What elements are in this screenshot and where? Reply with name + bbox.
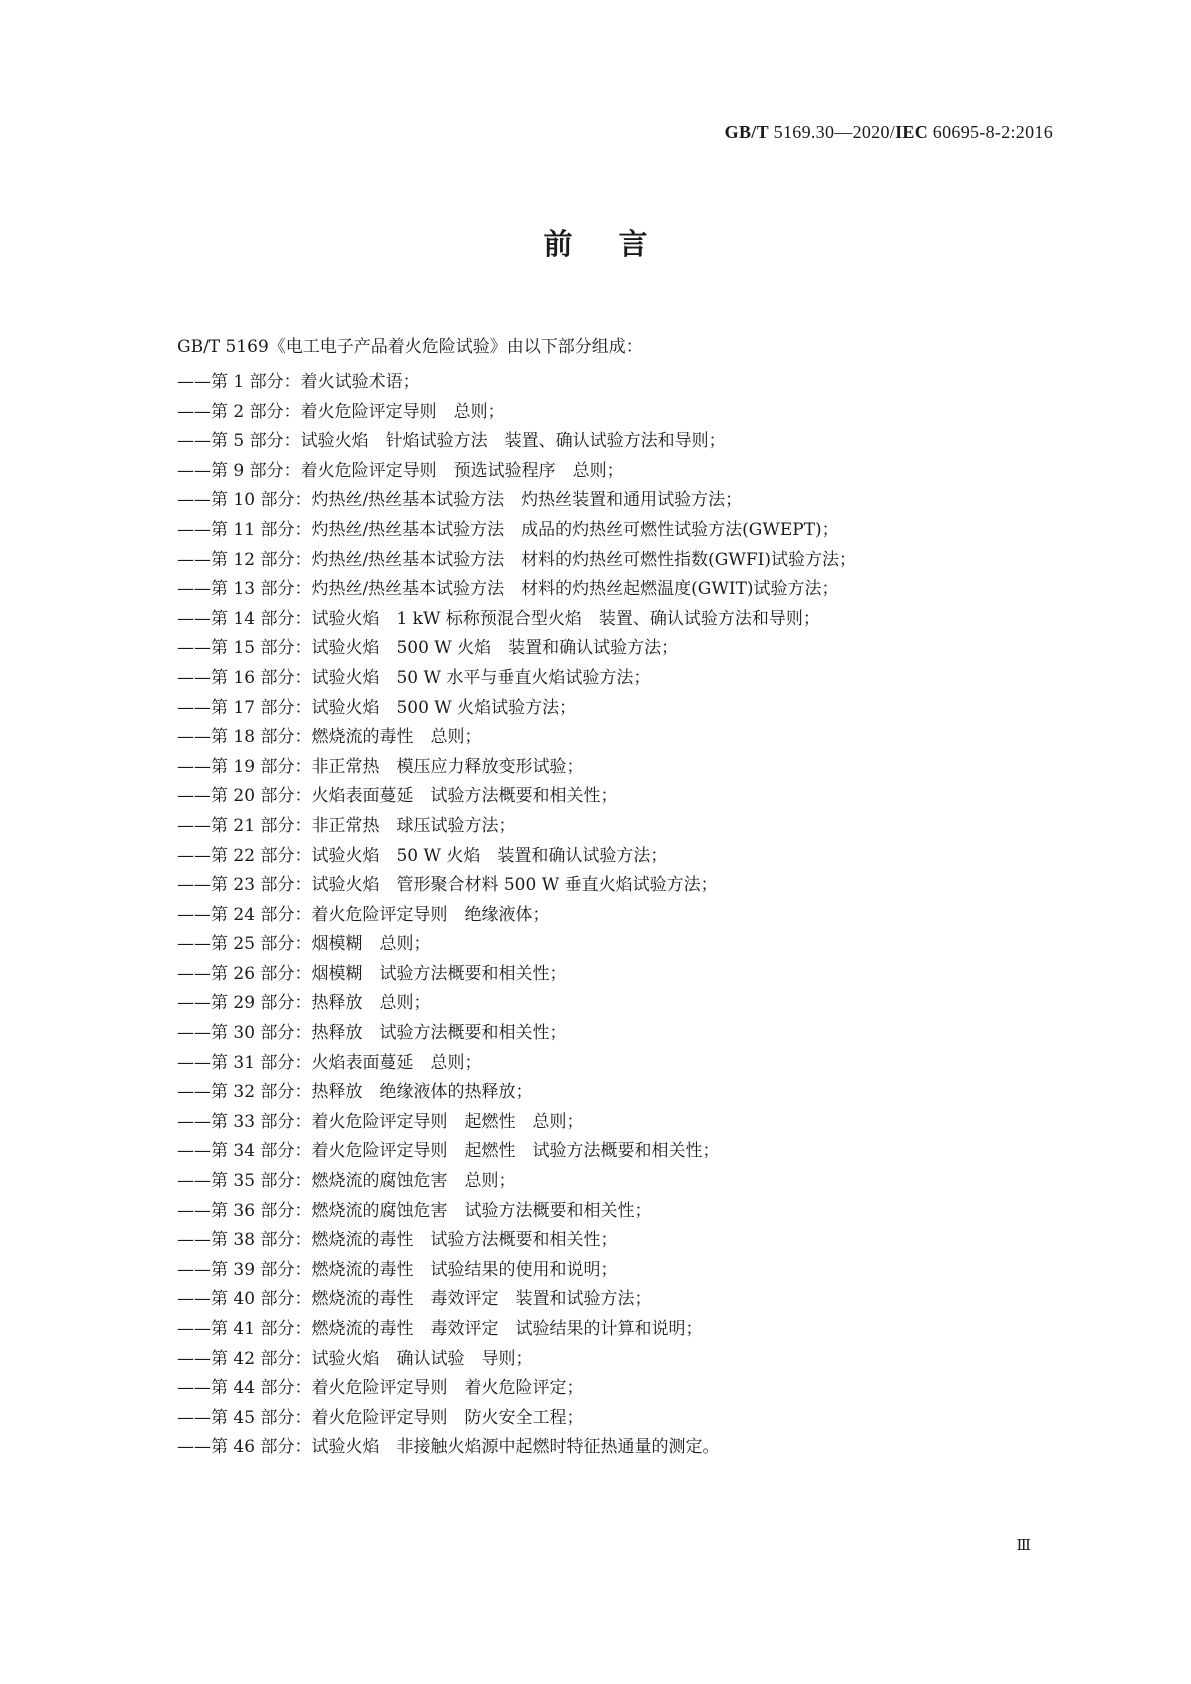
list-item: ——第 45 部分：着火危险评定导则 防火安全工程； — [177, 1407, 584, 1428]
intro-paragraph: GB/T 5169《电工电子产品着火危险试验》由以下部分组成： — [177, 337, 643, 357]
list-item: ——第 17 部分：试验火焰 500 W 火焰试验方法； — [177, 697, 577, 718]
list-item: ——第 36 部分：燃烧流的腐蚀危害 试验方法概要和相关性； — [177, 1200, 652, 1221]
list-item: ——第 12 部分：灼热丝/热丝基本试验方法 材料的灼热丝可燃性指数(GWFI)试验方法； — [177, 549, 856, 570]
page-number: Ⅲ — [1016, 1538, 1031, 1554]
standard-number: 5169.30—2020/ — [768, 122, 896, 142]
standard-code-prefix: GB/T — [724, 122, 769, 142]
iec-code-prefix: IEC — [895, 122, 928, 142]
list-item: ——第 25 部分：烟模糊 总则； — [177, 934, 431, 955]
list-item: ——第 29 部分：热释放 总则； — [177, 993, 431, 1014]
iec-number: 60695-8-2:2016 — [928, 122, 1053, 142]
list-item: ——第 40 部分：燃烧流的毒性 毒效评定 装置和试验方法； — [177, 1289, 652, 1310]
list-item: ——第 2 部分：着火危险评定导则 总则； — [177, 401, 505, 422]
list-item: ——第 26 部分：烟模糊 试验方法概要和相关性； — [177, 963, 567, 984]
list-item: ——第 5 部分：试验火焰 针焰试验方法 装置、确认试验方法和导则； — [177, 431, 726, 452]
list-item: ——第 10 部分：灼热丝/热丝基本试验方法 灼热丝装置和通用试验方法； — [177, 490, 743, 511]
list-item: ——第 32 部分：热释放 绝缘液体的热释放； — [177, 1082, 533, 1103]
list-item: ——第 38 部分：燃烧流的毒性 试验方法概要和相关性； — [177, 1230, 618, 1251]
list-item: ——第 23 部分：试验火焰 管形聚合材料 500 W 垂直火焰试验方法； — [177, 875, 718, 896]
standard-number-header — [725, 122, 1053, 143]
list-item: ——第 13 部分：灼热丝/热丝基本试验方法 材料的灼热丝起燃温度(GWIT)试验方法； — [177, 579, 839, 600]
page-title: 前言 — [543, 227, 694, 261]
list-item: ——第 20 部分：火焰表面蔓延 试验方法概要和相关性； — [177, 786, 618, 807]
list-item: ——第 44 部分：着火危险评定导则 着火危险评定； — [177, 1378, 584, 1399]
list-item: ——第 35 部分：燃烧流的腐蚀危害 总则； — [177, 1171, 516, 1192]
list-item: ——第 30 部分：热释放 试验方法概要和相关性； — [177, 1023, 567, 1044]
list-item: ——第 9 部分：着火危险评定导则 预选试验程序 总则； — [177, 460, 624, 481]
list-item: ——第 22 部分：试验火焰 50 W 火焰 装置和确认试验方法； — [177, 845, 668, 866]
list-item: ——第 21 部分：非正常热 球压试验方法； — [177, 815, 516, 836]
list-item: ——第 15 部分：试验火焰 500 W 火焰 装置和确认试验方法； — [177, 638, 679, 659]
list-item: ——第 33 部分：着火危险评定导则 起燃性 总则； — [177, 1111, 584, 1132]
list-item: ——第 46 部分：试验火焰 非接触火焰源中起燃时特征热通量的测定。 — [177, 1437, 720, 1458]
list-item: ——第 41 部分：燃烧流的毒性 毒效评定 试验结果的计算和说明； — [177, 1319, 703, 1339]
parts-list — [177, 368, 856, 1463]
list-item: ——第 14 部分：试验火焰 1 kW 标称预混合型火焰 装置、确认试验方法和导则； — [177, 608, 820, 629]
list-item: ——第 16 部分：试验火焰 50 W 水平与垂直火焰试验方法； — [177, 667, 651, 688]
list-item: ——第 11 部分：灼热丝/热丝基本试验方法 成品的灼热丝可燃性试验方法(GWEPT)； — [177, 519, 839, 540]
list-item: ——第 18 部分：燃烧流的毒性 总则； — [177, 727, 482, 748]
list-item: ——第 1 部分：着火试验术语； — [177, 372, 420, 392]
list-item: ——第 34 部分：着火危险评定导则 起燃性 试验方法概要和相关性； — [177, 1141, 720, 1162]
list-item: ——第 19 部分：非正常热 模压应力释放变形试验； — [177, 756, 584, 777]
list-item: ——第 42 部分：试验火焰 确认试验 导则； — [177, 1348, 533, 1369]
list-item: ——第 24 部分：着火危险评定导则 绝缘液体； — [177, 904, 550, 925]
list-item: ——第 31 部分：火焰表面蔓延 总则； — [177, 1052, 482, 1073]
list-item: ——第 39 部分：燃烧流的毒性 试验结果的使用和说明； — [177, 1259, 618, 1280]
